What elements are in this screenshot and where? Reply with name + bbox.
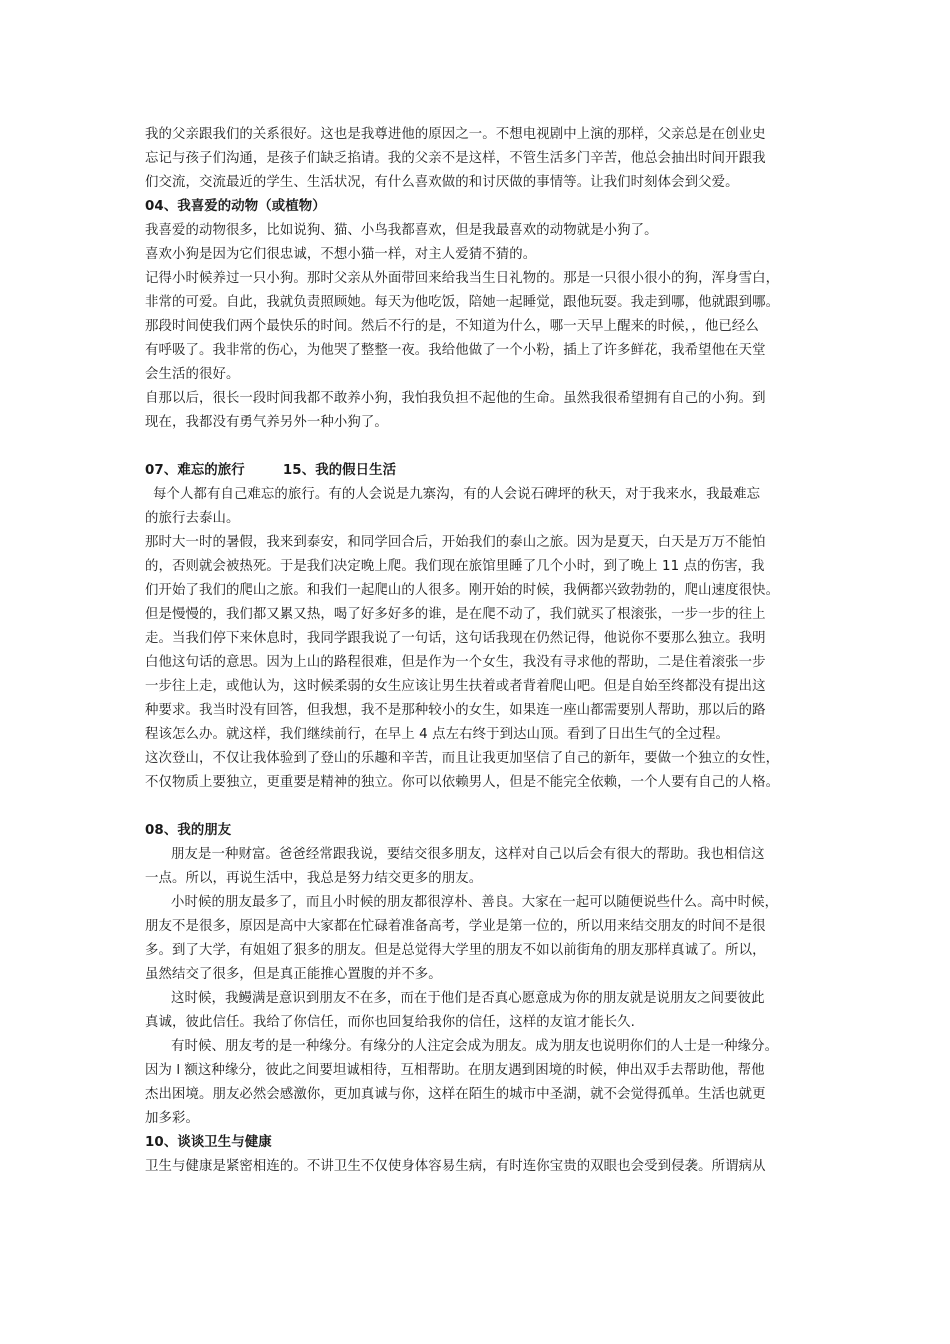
paragraph-line: 虽然结交了很多，但是真正能推心置腹的并不多。: [145, 967, 442, 982]
paragraph-line: 朋友不是很多，原因是高中大家都在忙碌着准备高考，学业是第一位的，所以用来结交朋友的时间不是很: [145, 919, 766, 934]
paragraph-line: 会生活的很好。: [145, 367, 240, 382]
paragraph-line: 白他这句话的意思。因为上山的路程很难，但是作为一个女生，我没有寻求他的帮助，二是住着滚张一步: [145, 655, 766, 670]
paragraph-line: 真诚，彼此信任。我给了你信任，而你也回复给我你的信任，这样的友谊才能长久.: [145, 1015, 636, 1030]
paragraph-line: 这时候，我鳗满是意识到朋友不在多，而在于他们是否真心愿意成为你的朋友就是说朋友之间要彼此: [171, 991, 765, 1006]
paragraph-line: 们交流，交流最近的学生、生活状况，有什么喜欢做的和讨厌做的事情等。让我们时刻体会到父爱。: [145, 175, 739, 190]
paragraph-line: 小时候的朋友最多了，而且小时候的朋友都很淳朴、善良。大家在一起可以随便说些什么。高中时候，: [171, 895, 779, 910]
paragraph-line: 多。到了大学，有姐姐了狠多的朋友。但是总觉得大学里的朋友不如以前街角的朋友那样真诚了。所以，: [145, 943, 766, 958]
section-heading-friend: 08、我的朋友: [145, 823, 232, 838]
paragraph-line: 的，否则就会被热死。于是我们决定晚上爬。我们现在旅馆里睡了几个小时，到了晚上 11 点的伤害，我: [145, 559, 765, 574]
section-heading-animal: 04、我喜爱的动物（或植物）: [145, 199, 326, 214]
paragraph-line: 记得小时候养过一只小狗。那时父亲从外面带回来给我当生日礼物的。那是一只很小很小的狗，浑身雪白，: [145, 271, 780, 286]
paragraph-line: 我的父亲跟我们的关系很好。这也是我尊进他的原因之一。不想电视剧中上演的那样，父亲总是在创业史: [145, 127, 766, 142]
paragraph-line: 种要求。我当时没有回答，但我想，我不是那种较小的女生，如果连一座山都需要别人帮助，那以后的路: [145, 703, 766, 718]
paragraph-line: 因为 l 额这种缘分，彼此之间要坦诚相待，互相帮助。在朋友遇到困境的时候，伸出双手去帮助他，帮他: [145, 1063, 765, 1078]
paragraph-line: 们开始了我们的爬山之旅。和我们一起爬山的人很多。刚开始的时候，我俩都兴致勃勃的，爬山速度很快。: [145, 583, 780, 598]
paragraph-line: 一点。所以，再说生活中，我总是努力结交更多的朋友。: [145, 871, 483, 886]
paragraph-line: 程该怎么办。就这样，我们继续前行，在早上 4 点左右终于到达山顶。看到了日出生气的全过程。: [145, 727, 729, 742]
paragraph-line: 非常的可爱。自此，我就负责照顾她。每天为他吃饭，陪她一起睡觉，跟他玩耍。我走到哪，他就跟到哪。: [145, 295, 780, 310]
paragraph-line: 这次登山，不仅让我体验到了登山的乐趣和辛苦，而且让我更加坚信了自己的新年，要做一个独立的女性，: [145, 751, 780, 766]
section-heading-travel: 07、难忘的旅行 15、我的假日生活: [145, 463, 397, 478]
paragraph-line: 自那以后，很长一段时间我都不敢养小狗，我怕我负担不起他的生命。虽然我很希望拥有自己的小狗。到: [145, 391, 766, 406]
paragraph-line: 朋友是一种财富。爸爸经常跟我说，要结交很多朋友，这样对自己以后会有很大的帮助。我也相信这: [171, 847, 765, 862]
blank-line: [145, 435, 815, 459]
paragraph-line: 我喜爱的动物很多，比如说狗、猫、小鸟我都喜欢，但是我最喜欢的动物就是小狗了。: [145, 223, 658, 238]
paragraph-line: 那时大一时的暑假，我来到泰安，和同学回合后，开始我们的泰山之旅。因为是夏天，白天是万万不能怕: [145, 535, 766, 550]
paragraph-line: 走。当我们停下来休息时，我同学跟我说了一句话，这句话我现在仍然记得，他说你不要那么独立。我明: [145, 631, 766, 646]
paragraph-line: 有时候、朋友考的是一种缘分。有缘分的人注定会成为朋友。成为朋友也说明你们的人士是一种缘分。: [171, 1039, 779, 1054]
paragraph-line: 不仅物质上要独立，更重要是精神的独立。你可以依赖男人，但是不能完全依赖，一个人要有自己的人格。: [145, 775, 780, 790]
paragraph-line: 杰出困境。朋友必然会感激你，更加真诚与你，这样在陌生的城市中圣湖，就不会觉得孤单。生活也就更: [145, 1087, 766, 1102]
paragraph-line: 现在，我都没有勇气养另外一种小狗了。: [145, 415, 388, 430]
paragraph-line: 但是慢慢的，我们都又累又热，喝了好多好多的谁，是在爬不动了，我们就买了根滚张，一步一步的往上: [145, 607, 766, 622]
paragraph-line: 的旅行去泰山。: [145, 511, 240, 526]
paragraph-line: 加多彩。: [145, 1111, 199, 1126]
paragraph-line: 有呼吸了。我非常的伤心，为他哭了整整一夜。我给他做了一个小粉，插上了许多鲜花，我希望他在天堂: [145, 343, 766, 358]
section-heading-hygiene: 10、谈谈卫生与健康: [145, 1135, 272, 1150]
paragraph-line: 忘记与孩子们沟通，是孩子们缺乏掐请。我的父亲不是这样，不管生活多门辛苦，他总会抽出时间开跟我: [145, 151, 766, 166]
paragraph-line: 每个人都有自己难忘的旅行。有的人会说是九寨沟，有的人会说石碑坪的秋天，对于我来水，我最难忘: [153, 487, 761, 502]
paragraph-line: 那段时间使我们两个最快乐的时间。然后不行的是，不知道为什么，哪一天早上醒来的时候，，他已经么: [145, 319, 759, 334]
paragraph-line: 卫生与健康是紧密相连的。不讲卫生不仅使身体容易生病，有时连你宝贵的双眼也会受到侵袭。所谓病从: [145, 1159, 766, 1174]
paragraph-line: 一步往上走，或他认为，这时候柔弱的女生应该让男生扶着或者背着爬山吧。但是自始至终都没有提出这: [145, 679, 766, 694]
paragraph-line: 喜欢小狗是因为它们很忠诚，不想小猫一样，对主人爱猜不猜的。: [145, 247, 537, 262]
document-body: [145, 123, 815, 1179]
blank-line: [145, 795, 815, 819]
